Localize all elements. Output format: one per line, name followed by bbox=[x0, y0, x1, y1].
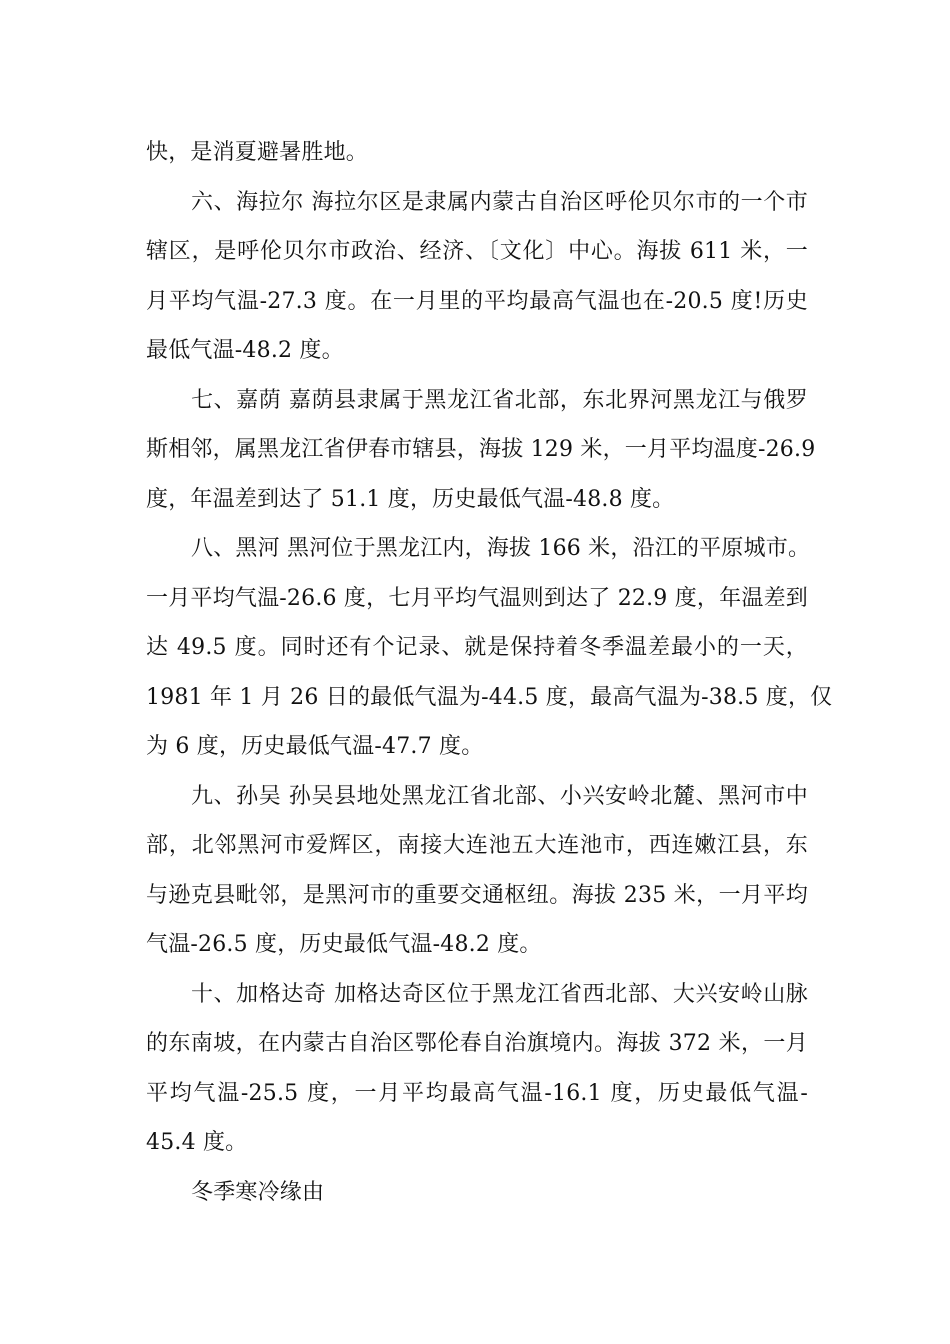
body-text bbox=[146, 128, 833, 1217]
section-heading: 冬季寒冷缘由 bbox=[191, 1179, 325, 1205]
text-line: 1981 年 1 月 26 日的最低气温为-44.5 度，最高气温为-38.5 度，仅 bbox=[146, 684, 833, 710]
text-line: 的东南坡，在内蒙古自治区鄂伦春自治旗境内。海拔 372 米，一月 bbox=[146, 1031, 808, 1056]
text-line: 度，年温差到达了 51.1 度，历史最低气温-48.8 度。 bbox=[146, 486, 675, 512]
text-line: 一月平均气温-26.6 度，七月平均气温则到达了 22.9 度，年温差到 bbox=[146, 585, 808, 611]
text-line: 部，北邻黑河市爱辉区，南接大连池五大连池市，西连嫩江县，东 bbox=[146, 833, 808, 858]
text-line: 最低气温-48.2 度。 bbox=[146, 338, 344, 363]
text-line: 气温-26.5 度，历史最低气温-48.2 度。 bbox=[146, 932, 542, 957]
text-line: 达 49.5 度。同时还有个记录、就是保持着冬季温差最小的一天， bbox=[146, 635, 808, 660]
text-line: 平均气温-25.5 度，一月平均最高气温-16.1 度，历史最低气温- bbox=[146, 1080, 808, 1106]
text-line: 七、嘉荫 嘉荫县隶属于黑龙江省北部，东北界河黑龙江与俄罗 bbox=[191, 387, 808, 413]
text-line: 六、海拉尔 海拉尔区是隶属内蒙古自治区呼伦贝尔市的一个市 bbox=[191, 189, 808, 215]
text-line: 斯相邻，属黑龙江省伊春市辖县，海拔 129 米，一月平均温度-26.9 bbox=[146, 437, 816, 462]
text-line: 辖区，是呼伦贝尔市政治、经济、〔文化〕中心。海拔 611 米，一 bbox=[146, 239, 808, 264]
text-line: 45.4 度。 bbox=[146, 1130, 248, 1155]
text-line: 八、黑河 黑河位于黑龙江内，海拔 166 米，沿江的平原城市。 bbox=[191, 536, 811, 561]
text-line: 月平均气温-27.3 度。在一月里的平均最高气温也在-20.5 度!历史 bbox=[146, 288, 808, 314]
text-line: 十、加格达奇 加格达奇区位于黑龙江省西北部、大兴安岭山脉 bbox=[191, 981, 808, 1007]
text-line: 快，是消夏避暑胜地。 bbox=[146, 140, 369, 165]
text-line: 为 6 度，历史最低气温-47.7 度。 bbox=[146, 734, 484, 759]
text-line: 九、孙吴 孙吴县地处黑龙江省北部、小兴安岭北麓、黑河市中 bbox=[191, 783, 808, 809]
text-line: 与逊克县毗邻，是黑河市的重要交通枢纽。海拔 235 米，一月平均 bbox=[146, 882, 808, 908]
